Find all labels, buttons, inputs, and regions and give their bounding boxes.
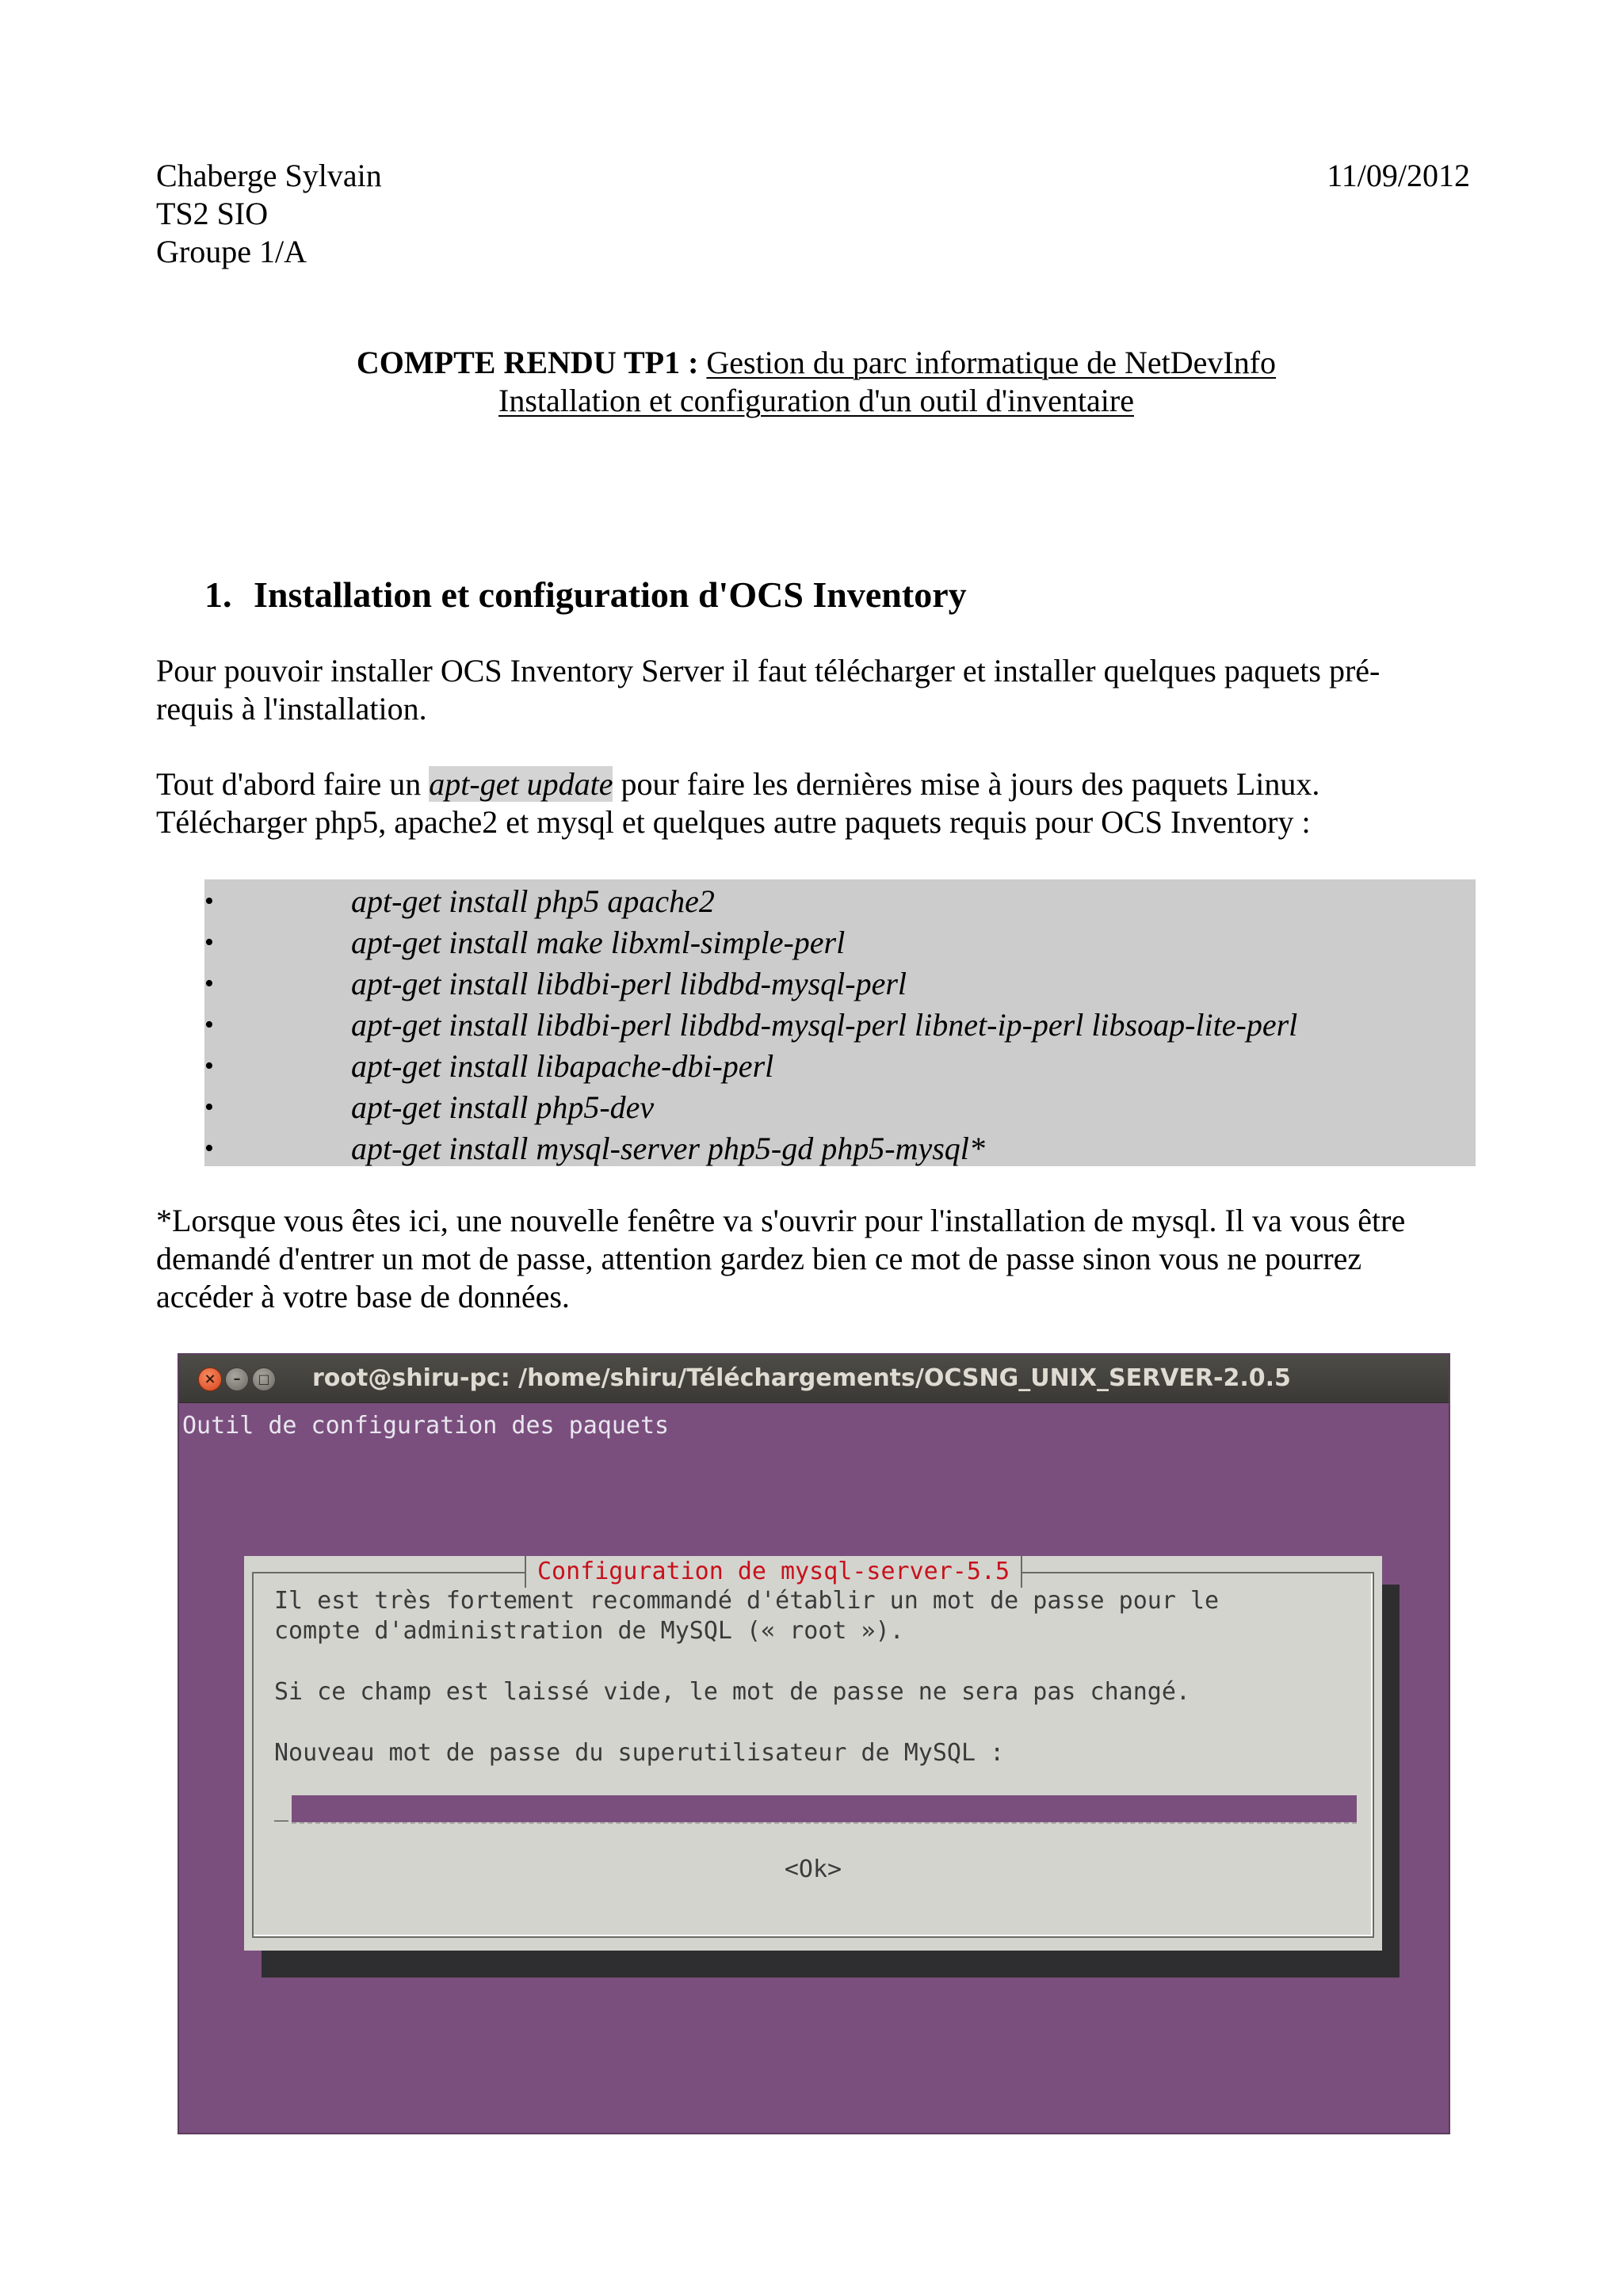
bullet: • <box>204 1010 214 1039</box>
close-button[interactable] <box>198 1367 222 1391</box>
list-item <box>204 963 1476 1005</box>
command-text: apt-get install make libxml-simple-perl <box>351 925 846 960</box>
document-title <box>0 344 1623 420</box>
command-text: apt-get install php5 apache2 <box>351 883 715 919</box>
document-date: 11/09/2012 <box>1327 158 1470 193</box>
list-item <box>204 881 1476 922</box>
minimize-icon: – <box>233 1371 241 1387</box>
author-class: TS2 SIO <box>156 196 269 231</box>
title-label: COMPTE RENDU TP1 : <box>356 345 699 380</box>
command-text: apt-get install libdbi-perl libdbd-mysql-perl libnet-ip-perl libsoap-lite-perl <box>351 1007 1298 1043</box>
dialog-text-line: compte d'administration de MySQL (« root »). <box>274 1617 904 1645</box>
dialog-prompt: Nouveau mot de passe du superutilisateur de MySQL : <box>274 1739 1005 1767</box>
command-text: apt-get install libapache-dbi-perl <box>351 1048 774 1084</box>
dialog-title: Configuration de mysql-server-5.5 <box>525 1556 1022 1588</box>
command-list <box>204 879 1476 1166</box>
terminal-window <box>178 1353 1450 2134</box>
update-line-2: Télécharger php5, apache2 et mysql et quelques autre paquets requis pour OCS Inventory : <box>156 804 1311 840</box>
password-input[interactable] <box>292 1795 1357 1822</box>
intro-line-2: requis à l'installation. <box>156 691 427 727</box>
section-title: Installation et configuration d'OCS Inventory <box>254 574 967 615</box>
input-underline <box>292 1822 1357 1824</box>
minimize-button[interactable] <box>225 1367 249 1391</box>
close-icon: × <box>204 1371 216 1387</box>
list-item <box>204 1046 1476 1087</box>
terminal-header-text: Outil de configuration des paquets <box>182 1412 670 1440</box>
list-item <box>204 1087 1476 1128</box>
bullet: • <box>204 1093 214 1122</box>
update-pre: Tout d'abord faire un <box>156 766 430 802</box>
mysql-note-paragraph <box>156 1202 1472 1316</box>
update-post: pour faire les dernières mise à jours des paquets Linux. <box>613 766 1320 802</box>
dialog-text-line: Il est très fortement recommandé d'établir un mot de passe pour le <box>274 1587 1220 1615</box>
list-item <box>204 1128 1476 1169</box>
list-item <box>204 1005 1476 1046</box>
command-text: apt-get install php5-dev <box>351 1089 655 1125</box>
bullet: • <box>204 928 214 957</box>
mysql-config-dialog <box>244 1556 1382 1951</box>
section-heading <box>204 573 967 617</box>
update-paragraph <box>156 765 1472 841</box>
text-cursor: _ <box>274 1794 289 1822</box>
window-title: root@shiru-pc: /home/shiru/Téléchargements/OCSNG_UNIX_SERVER-2.0.5 <box>312 1364 1291 1392</box>
title-line-1: Gestion du parc informatique de NetDevInfo <box>706 345 1277 380</box>
author-group: Groupe 1/A <box>156 234 307 269</box>
command-text: apt-get install mysql-server php5-gd php5-mysql* <box>351 1131 985 1166</box>
note-line-1: *Lorsque vous êtes ici, une nouvelle fenêtre va s'ouvrir pour l'installation de mysql. Il va vous être <box>156 1203 1406 1238</box>
dialog-text-line: Si ce champ est laissé vide, le mot de passe ne sera pas changé. <box>274 1678 1190 1706</box>
intro-line-1: Pour pouvoir installer OCS Inventory Server il faut télécharger et installer quelques paquets pré- <box>156 653 1381 688</box>
terminal-titlebar[interactable] <box>179 1355 1449 1403</box>
update-command: apt-get update <box>429 766 613 802</box>
bullet: • <box>204 969 214 998</box>
ok-button[interactable]: <Ok> <box>784 1855 842 1883</box>
section-number: 1. <box>204 574 232 615</box>
command-text: apt-get install libdbi-perl libdbd-mysql-perl <box>351 966 907 1001</box>
title-line-2: Installation et configuration d'un outil d'inventaire <box>498 383 1134 418</box>
note-line-2: demandé d'entrer un mot de passe, attention gardez bien ce mot de passe sinon vous ne pourrez <box>156 1241 1362 1276</box>
author-block <box>156 157 382 271</box>
author-name: Chaberge Sylvain <box>156 158 382 193</box>
maximize-icon: □ <box>258 1371 270 1386</box>
intro-paragraph <box>156 652 1472 728</box>
bullet: • <box>204 1051 214 1081</box>
list-item <box>204 922 1476 963</box>
bullet: • <box>204 1134 214 1163</box>
maximize-button[interactable] <box>252 1367 276 1391</box>
bullet: • <box>204 887 214 916</box>
note-line-3: accéder à votre base de données. <box>156 1279 570 1314</box>
